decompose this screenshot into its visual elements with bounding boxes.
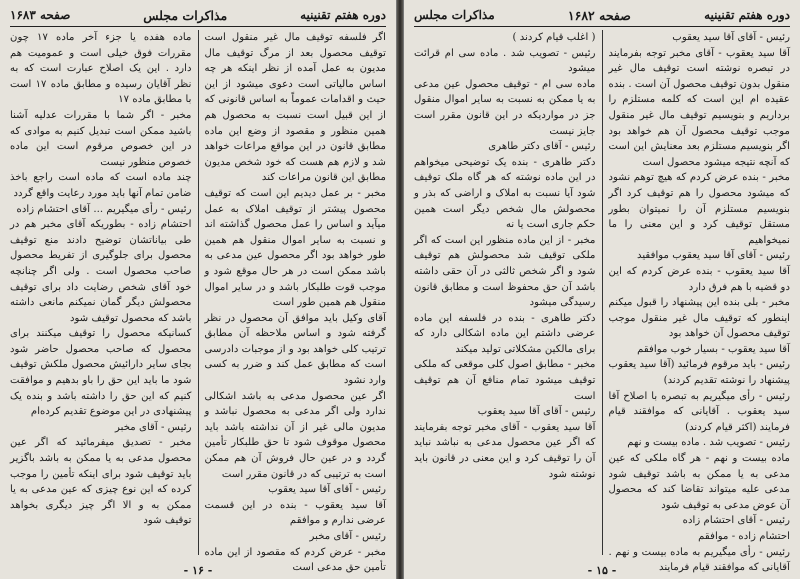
paragraph: آقا سید یعقوب - آقای مخبر توجه بفرمایند که اگر عین محصول مدعی به نباشد نباید آن را توقیف کرد و این معنی در قانون باید نوشته شود bbox=[414, 421, 596, 480]
paragraph: دکتر طاهری - بنده در فلسفه این ماده عرضی داشتم این ماده اشکالی دارد که برای مالکین مشکلاتی تولید میکند bbox=[414, 312, 596, 355]
paragraph: رئیس - آقای آقا سید یعقوب bbox=[477, 406, 596, 418]
page-footer-number: - ۱۶ - bbox=[183, 564, 213, 577]
paragraph: رئیس - آقای دکتر طاهری bbox=[488, 141, 596, 153]
paragraph: چند ماده است که ماده است راجع باخذ ضامن تمام آنها باید مورد رعایت واقع گردد bbox=[10, 172, 192, 199]
header-title: مذاکرات مجلس bbox=[414, 8, 495, 22]
paragraph: ماده هفده یا جزء آخر ماده ۱۷ چون مقررات فوق خیلی است و عمومیت هم دارد . این یک اصلاح عبارت است که به نظر آقایان رسیده و مطابق ماده ۱۷ است با مطابق ماده ۱۷ bbox=[10, 32, 192, 106]
paragraph: اگر فلسفه توقیف مال غیر منقول است توقیف محصول بعد از مرگ توقیف مال مدیون به عمل آمده از نظر اینکه هر چه اساس مالیاتی است دعوی میشود از این حیث و اقدامات عموماً به اساس قانونی که از این قبیل است نسبت به محصول هم همین منظور و مقصود از وضع این ماده مطابق قانون در این مواقع مراعات خواهد شد و لازم هم هست که خود شخص مدیون مطابق این قانون مراعات کند bbox=[204, 32, 386, 184]
paragraph: آقا سید یعقوب - بسیار خوب موافقم bbox=[637, 343, 790, 355]
session-label: دوره هفتم تقنینیه bbox=[300, 8, 386, 22]
page-number-label: صفحه ۱۶۸۳ bbox=[10, 8, 71, 22]
left-page bbox=[0, 0, 397, 579]
paragraph: رئیس - آقای مخبر bbox=[309, 531, 386, 542]
paragraph: احتشام زاده - موافقم bbox=[698, 531, 790, 542]
paragraph: ( اغلب قیام کردند ) bbox=[512, 32, 596, 43]
paragraph: رئیس - آقای احتشام زاده bbox=[682, 515, 790, 527]
paragraph: رئیس - آقای آقا سید یعقوب bbox=[268, 484, 386, 496]
text-column-right bbox=[204, 30, 387, 574]
paragraph: مخبر - بلی بنده این پیشنهاد را قبول میکنم اینطور که توقیف مال غیر منقول موجب توقیف محصول آن خواهد بود bbox=[608, 297, 790, 340]
column-divider bbox=[602, 30, 603, 555]
paragraph: ماده سی ام - توقیف محصول عین مدعی به یا ممکن به نسبت به سایر اموال منقول جز در مواردیکه در این قانون مقرر است جایز نیست bbox=[414, 78, 596, 137]
paragraph: رئیس - آقای آقا سید یعقوب موافقید bbox=[637, 250, 790, 262]
session-label: دوره هفتم تقنینیه bbox=[704, 8, 790, 22]
paragraph: رئیس - آقای آقا سید یعقوب bbox=[672, 32, 790, 43]
paragraph: مخبر - بنده عرض کردم که هیچ توهم نشود که میشود محصول را هم توقیف کرد اگر بنویسیم مستلزم آن را نمیتوان بطور مستقل توقیف کرد و این معنی را ما نمیخواهیم bbox=[608, 172, 790, 246]
paragraph: اگر عین محصول مدعی به باشد اشکالی ندارد ولی اگر مدعی به محصول نباشد و مدیون مالی غیر از آن نداشته باشد باید محصول موقوف شود تا حق طلبکار تأمین گردد و در عین حال فروش آن هم ممکن است به ترتیبی که در قانون مقرر است bbox=[204, 390, 386, 480]
paragraph: آقا سید یعقوب - بنده در این قسمت عرضی ندارم و موافقم bbox=[204, 499, 386, 527]
paragraph: رئیس - آقای مخبر bbox=[115, 421, 192, 433]
paragraph: رئیس - رأی میگیریم ... آقای احتشام زاده bbox=[16, 203, 192, 215]
paragraph: ماده بیست و نهم - هر گاه ملکی که عین مدعی به یا ممکن به باشد توقیف شود مدعی علیه میتواند تقاضا کند که محصول آن عوض مدعی به توقیف شود bbox=[608, 453, 790, 511]
column-divider bbox=[198, 30, 199, 555]
paragraph: رئیس - تصویب شد . ماده بیست و نهم bbox=[627, 437, 790, 449]
page-header bbox=[414, 6, 790, 24]
paragraph: رئیس - رأی میگیریم به تبصره با اصلاح آقا سید یعقوب . آقایانی که موافقند قیام فرمایند (اکثر قیام کردند) bbox=[608, 390, 790, 433]
paragraph: کسانیکه محصول را توقیف میکنند برای محصول که صاحب محصول حاضر شود بجای سایر دارائیش محصول ملکش توقیف شود ما باید این حق را باو بدهیم و موافقت کنیم که این حق را داشته باشد و بنده یک پیشنهادی در این موضوع تقدیم کرده‌ام bbox=[10, 328, 192, 418]
header-rule bbox=[414, 26, 790, 27]
paragraph: مخبر - از این ماده منظور این است که اگر ملکی توقیف شد محصولش هم توقیف شود و اگر شخص ثالثی در آن حقی داشته باشد آن حق محفوظ است و مطابق قانون رسیدگی میشود bbox=[414, 234, 596, 309]
header-title: مذاکرات مجلس bbox=[143, 7, 228, 23]
paragraph: مخبر - بر عمل دیدیم این است که توقیف محصول پیشتر از توقیف املاک به عمل میآید و اساس را عمل محصول گذاشته اند و نسبت به سایر اموال منقول هم همین طور خواهد بود اگر محصول عین مدعی به باشد ممکن است در هر حال موقع شود و موجب قوت طلبکار باشد و در سایر اموال منقول هم همین طور است bbox=[204, 187, 386, 309]
page-header bbox=[10, 6, 386, 24]
paragraph: مخبر - مطابق اصول کلی موقعی که ملکی توقیف میشود تمام منافع آن هم توقیف است bbox=[414, 359, 596, 402]
paragraph: رئیس - رأی میگیریم به ماده بیست و نهم . آقایانی که موافقند قیام فرمایند bbox=[608, 546, 790, 574]
paragraph: دکتر طاهری - بنده یک توضیحی میخواهم در این ماده نوشته که هر گاه ملک توقیف شود آیا نسبت به املاک و اراضی که بذر و محصولش مال شخص دیگر است همین حکم جاری است یا نه bbox=[414, 156, 596, 231]
paragraph: رئیس - تصویب شد . ماده سی ام قرائت میشود bbox=[414, 47, 596, 75]
right-page bbox=[403, 0, 800, 579]
page-number-label: صفحه ۱۶۸۲ bbox=[567, 7, 631, 23]
text-column-left bbox=[10, 30, 192, 555]
header-rule bbox=[10, 26, 386, 27]
paragraph: احتشام زاده - بطوریکه آقای مخبر هم در طی بیاناتشان توضیح دادند منع توقیف محصول برای جلوگیری از تفریط محصول صاحب محصول است . ولی اگر چنانچه خود آقای شخص رضایت داد برای توقیف محصولش دیگر گمان نمیکنم مانعی داشته باشد که محصول توقیف شود bbox=[10, 219, 192, 324]
text-column-left bbox=[414, 30, 596, 555]
paragraph: مخبر - عرض کردم که مقصود از این ماده تأمین حق مدعی است bbox=[204, 546, 386, 574]
paragraph: آقا سید یعقوب - بنده عرض کردم که این دو قضیه با هم فرق دارد bbox=[608, 265, 790, 293]
paragraph: مخبر - اگر شما با مقررات عدلیه آشنا باشید ممکن است تبدیل کنیم به موادی که در این خصوص مرقوم است این ماده خصوص منظور نیست bbox=[10, 109, 192, 168]
paragraph: آقا سید یعقوب - آقای مخبر توجه بفرمایند در تبصره نوشته است توقیف مال غیر منقول بدون توقیف محصول آن است . بنده عقیده ام این است که کلمه مستلزم را برداریم و بنویسیم توقیف مال غیر منقول موجب توقیف محصول آن هم خواهد بود اگر بنویسیم مستلزم بعد معنایش این است که آنچه نتیجه میشود محصول است bbox=[608, 47, 790, 168]
text-column-right bbox=[608, 30, 791, 574]
page-footer-number: - ۱۵ - bbox=[587, 564, 617, 577]
paragraph: آقای وکیل باید موافق آن محصول در نظر گرفته شود و اساس ملاحظه آن مطابق ترتیب کلی خواهد بود و از موجبات دادرسی است که مطابق عمل کند و ضرر به کسی وارد نشود bbox=[204, 312, 386, 387]
paragraph: رئیس - باید مرقوم فرمائید (آقا سید یعقوب پیشنهاد را نوشته تقدیم کردند) bbox=[608, 359, 790, 387]
paragraph: مخبر - تصدیق میفرمائید که اگر عین محصول مدعی به یا ممکن به باشد باگزیر باید توقیف شود برای اینکه تأمین را موجب کرده که این نوع چیزی که عین مدعی به یا ممکن به و الا اگر چیز دیگری بخواهد توقیف شود bbox=[10, 437, 192, 527]
